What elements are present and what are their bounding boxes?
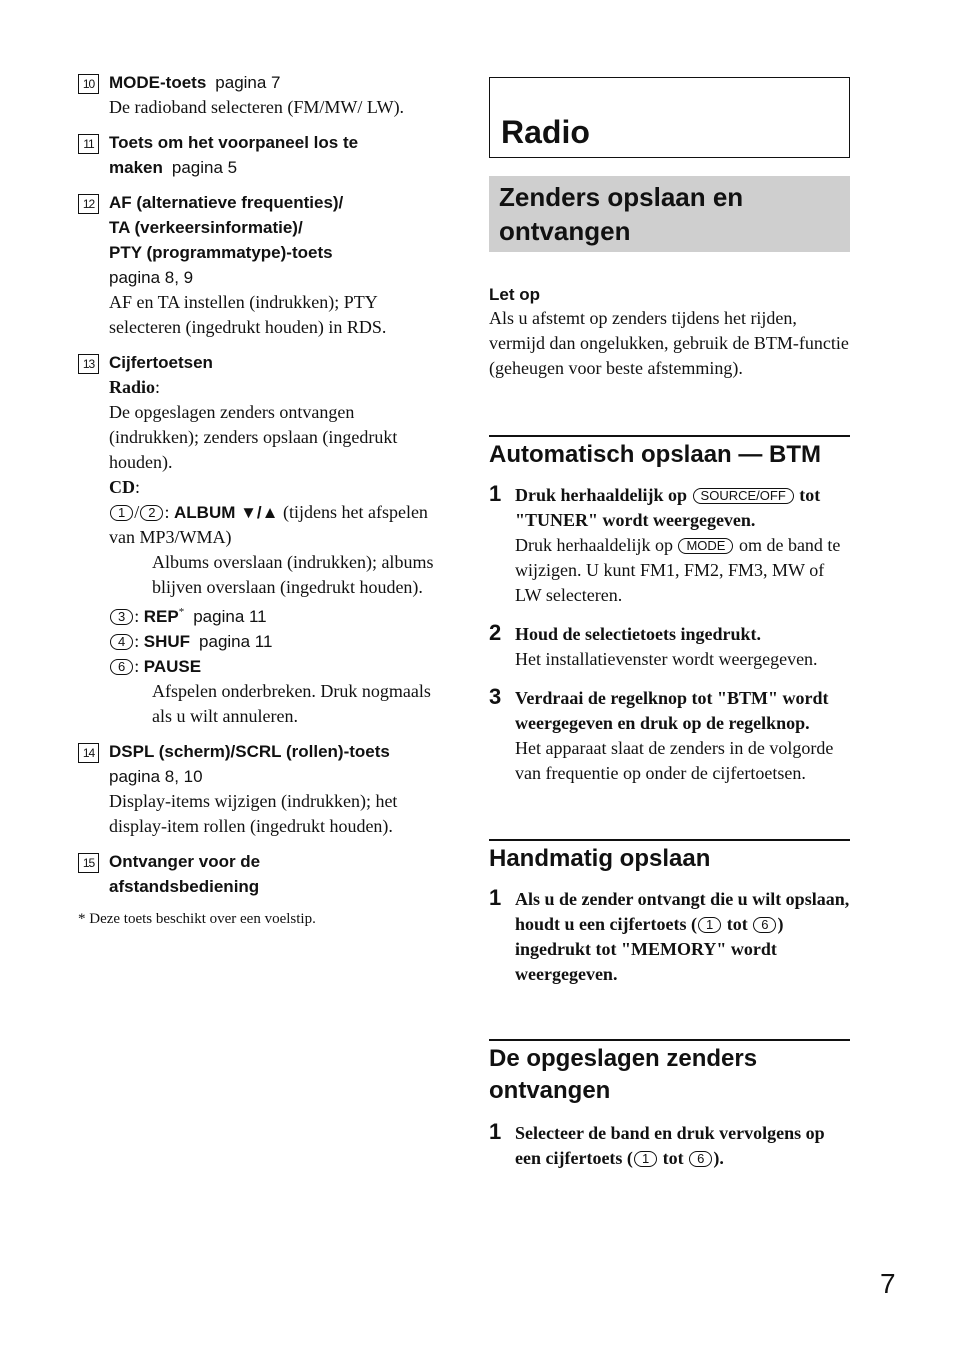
item-title-2: TA (verkeersinformatie)/ xyxy=(109,218,303,237)
step-bold: Houd de selectietoets ingedrukt. xyxy=(515,624,761,644)
key-1-icon: 1 xyxy=(110,505,133,521)
key-6-icon: 6 xyxy=(110,659,133,675)
step-number: 2 xyxy=(489,620,502,645)
step-number: 1 xyxy=(489,1119,502,1144)
item-page: pagina 7 xyxy=(215,73,281,92)
item-title: MODE-toets xyxy=(109,73,207,92)
key-3-icon: 3 xyxy=(110,609,133,625)
album-desc: (tijdens het afspelen van MP3/WMA) xyxy=(109,502,428,547)
step-bold-1: Als u de zender ontvangt die u wilt opslaan, houdt u een cijfertoets ( xyxy=(515,889,850,934)
item-number: 10 xyxy=(78,74,99,94)
item-number: 15 xyxy=(78,853,99,873)
mode-key-icon: MODE xyxy=(678,538,733,554)
section-heading: Zenders opslaan en ontvangen xyxy=(489,176,850,252)
btm-step-3 xyxy=(489,686,850,786)
step-bold-1: Selecteer de band en druk vervolgens op een cijfertoets ( xyxy=(515,1123,825,1168)
step-mid: tot xyxy=(726,914,748,934)
step-text-2: om de band te wijzigen. U kunt FM1, FM2, FM3, MW of LW selecteren. xyxy=(515,535,841,605)
step-bold: Verdraai de regelknop tot "BTM" wordt weergegeven en druk op de regelknop. xyxy=(515,688,829,733)
album-label: ALBUM ▼/▲ xyxy=(174,503,279,522)
step-bold-2: ). xyxy=(713,1148,724,1168)
receive-step-1 xyxy=(489,1121,850,1171)
item-number: 13 xyxy=(78,354,99,374)
manual-step-1 xyxy=(489,887,850,987)
step-mid: tot xyxy=(662,1148,684,1168)
step-bold-1: Druk herhaaldelijk op xyxy=(515,485,688,505)
item-remote-receiver xyxy=(78,849,448,899)
radio-desc: De opgeslagen zenders ontvangen (indrukken); zenders opslaan (ingedrukt houden). xyxy=(109,402,398,472)
rep-star: * xyxy=(178,606,185,618)
key-6-icon: 6 xyxy=(689,1151,712,1167)
key-6-icon: 6 xyxy=(753,917,776,933)
chapter-title-box xyxy=(489,77,850,158)
item-number-keys: 13 Cijfertoetsen Radio: De opgeslagen zenders ontvangen (indrukken); zenders opslaan (ingedrukt houden). CD: 1 / 2 : ALBUM ▼/▲ (tijdens het afspelen van MP3/WMA) Albums overslaan (indrukken); albums blijven overslaan (ingedrukt houden). 3 : REP* pagina 11 4 : SHUF pagina 11 6 : PAUSE Afspelen onderbreken. Druk nogmaals als u wilt annuleren. xyxy=(78,350,448,729)
item-number: 14 xyxy=(78,743,99,763)
rep-label: REP xyxy=(143,607,179,626)
item-desc: De radioband selecteren (FM/MW/ LW). xyxy=(109,97,405,117)
shuf-page: pagina 11 xyxy=(199,632,273,651)
shuf-label: SHUF xyxy=(143,632,191,651)
left-column xyxy=(78,70,448,929)
page-number: 7 xyxy=(880,1268,896,1299)
item-title-2: maken xyxy=(109,158,163,177)
step-bold-2: ) ingedrukt tot "MEMORY" wordt weergegeven. xyxy=(515,914,784,984)
item-title: Toets om het voorpaneel los te xyxy=(109,133,359,152)
step-bold-2: tot "TUNER" wordt weergegeven. xyxy=(515,485,821,530)
heading-btm: Automatisch opslaan — BTM xyxy=(489,435,850,471)
btm-step-1 xyxy=(489,483,850,608)
footnote: * Deze toets beschikt over een voelstip. xyxy=(78,911,316,927)
album-sub: Albums overslaan (indrukken); albums blijven overslaan (ingedrukt houden). xyxy=(152,552,434,597)
item-detach xyxy=(78,130,448,180)
pause-label: PAUSE xyxy=(143,657,202,676)
item-mode xyxy=(78,70,448,120)
heading-receive: De opgeslagen zenders ontvangen xyxy=(489,1039,850,1107)
item-number: 11 xyxy=(78,134,99,154)
rep-page: pagina 11 xyxy=(193,607,267,626)
item-desc: AF en TA instellen (indrukken); PTY selecteren (ingedrukt houden) in RDS. xyxy=(109,292,387,337)
key-2-icon: 2 xyxy=(140,505,163,521)
item-title-3: PTY (programmatype)-toets xyxy=(109,243,333,262)
item-title-2: afstandsbediening xyxy=(109,877,260,896)
step-text: Het installatievenster wordt weergegeven. xyxy=(515,649,818,669)
step-text-1: Druk herhaaldelijk op xyxy=(515,535,673,555)
heading-manual: Handmatig opslaan xyxy=(489,839,850,875)
key-4-icon: 4 xyxy=(110,634,133,650)
step-number: 3 xyxy=(489,684,502,709)
item-title: AF (alternatieve frequenties)/ xyxy=(109,193,344,212)
step-number: 1 xyxy=(489,481,502,506)
key-1-icon: 1 xyxy=(698,917,721,933)
item-title: Cijfertoetsen xyxy=(109,353,213,372)
item-title: Ontvanger voor de xyxy=(109,852,261,871)
item-page: pagina 8, 10 xyxy=(109,767,203,786)
cd-label: CD xyxy=(109,477,135,497)
step-number: 1 xyxy=(489,885,502,910)
pause-desc: Afspelen onderbreken. Druk nogmaals als u wilt annuleren. xyxy=(152,681,431,726)
note-text: Als u afstemt op zenders tijdens het rijden, vermijd dan ongelukken, gebruik de BTM-functie (geheugen voor beste afstemming). xyxy=(489,308,849,378)
item-desc: Display-items wijzigen (indrukken); het display-item rollen (ingedrukt houden). xyxy=(109,791,398,836)
source-off-key-icon: SOURCE/OFF xyxy=(693,488,794,504)
note-heading: Let op xyxy=(489,285,540,304)
item-af-ta-pty xyxy=(78,190,448,340)
item-title: DSPL (scherm)/SCRL (rollen)-toets xyxy=(109,742,390,761)
radio-label: Radio xyxy=(109,377,156,397)
right-column xyxy=(489,77,850,1171)
item-dspl-scrl xyxy=(78,739,448,839)
btm-step-2 xyxy=(489,622,850,672)
item-page: pagina 8, 9 xyxy=(109,268,194,287)
item-page: pagina 5 xyxy=(171,158,238,177)
chapter-title: Radio xyxy=(501,114,590,150)
key-1-icon: 1 xyxy=(634,1151,657,1167)
item-number: 12 xyxy=(78,194,99,214)
step-text: Het apparaat slaat de zenders in de volgorde van frequentie op onder de cijfertoetsen. xyxy=(515,738,834,783)
